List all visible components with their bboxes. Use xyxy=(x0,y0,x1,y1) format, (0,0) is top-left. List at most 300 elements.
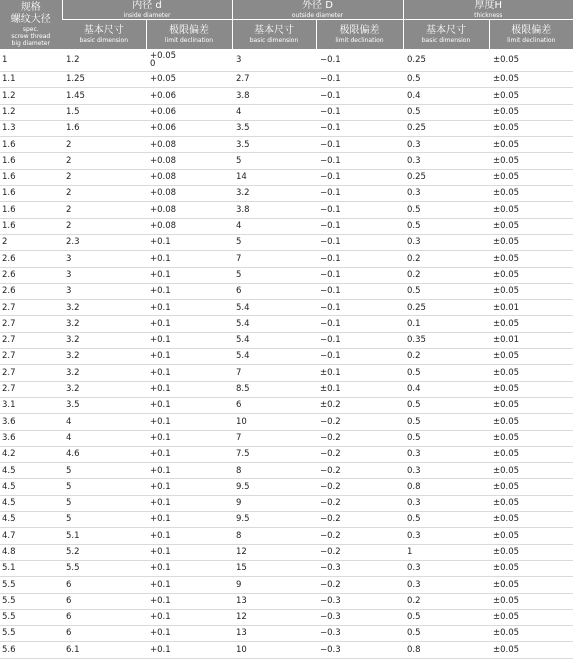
spec-cell: 5.5 xyxy=(0,577,62,593)
table-row xyxy=(0,49,573,72)
inner-basic-cell: 2 xyxy=(62,153,146,169)
thickness-basic-cell: 0.8 xyxy=(403,479,489,495)
basic-en: basic dimension xyxy=(79,37,129,44)
table-row xyxy=(0,642,573,658)
outer-basic-cell: 5.4 xyxy=(232,332,316,348)
inner-basic-cell: 6 xyxy=(62,577,146,593)
inner-basic-cell: 2 xyxy=(62,218,146,234)
spec-cell: 5.5 xyxy=(0,593,62,609)
inner-basic-cell: 2 xyxy=(62,186,146,202)
thickness-limit-cell: ±0.05 xyxy=(489,283,573,299)
limit-zh: 极限偏差 xyxy=(169,25,209,36)
outer-limit-cell: ±0.1 xyxy=(316,365,403,381)
thickness-basic-cell: 0.25 xyxy=(403,49,489,72)
thickness-zh: 厚度H xyxy=(474,0,503,11)
table-row xyxy=(0,251,573,267)
thickness-limit-cell: ±0.05 xyxy=(489,414,573,430)
outer-limit-cell: −0.3 xyxy=(316,626,403,642)
outer-limit-cell: −0.1 xyxy=(316,283,403,299)
inner-basic-cell: 3 xyxy=(62,283,146,299)
table-row xyxy=(0,234,573,250)
thickness-limit-cell: ±0.05 xyxy=(489,512,573,528)
thickness-limit-cell: ±0.05 xyxy=(489,609,573,625)
inner-basic-cell: 2 xyxy=(62,169,146,185)
inner-basic-cell: 3.2 xyxy=(62,332,146,348)
table-row xyxy=(0,218,573,234)
outer-limit-cell: −0.1 xyxy=(316,234,403,250)
inner-limit-cell: +0.08 xyxy=(146,169,232,185)
thickness-limit-cell: ±0.05 xyxy=(489,202,573,218)
outer-basic-cell: 8 xyxy=(232,463,316,479)
outer-basic-cell: 5.4 xyxy=(232,316,316,332)
table-row xyxy=(0,300,573,316)
thickness-basic-cell: 0.3 xyxy=(403,153,489,169)
thickness-basic-cell: 0.3 xyxy=(403,560,489,576)
spec-cell: 2.7 xyxy=(0,381,62,397)
outer-limit-cell: ±0.1 xyxy=(316,381,403,397)
inner-limit-cell: +0.1 xyxy=(146,267,232,283)
outer-basic-cell: 10 xyxy=(232,642,316,658)
thickness-limit-cell: ±0.05 xyxy=(489,446,573,462)
table-row xyxy=(0,186,573,202)
outer-basic-cell: 4 xyxy=(232,104,316,120)
thickness-basic-cell: 0.3 xyxy=(403,446,489,462)
outer-basic-cell: 10 xyxy=(232,414,316,430)
table-row xyxy=(0,381,573,397)
table-row xyxy=(0,528,573,544)
spec-cell: 1.6 xyxy=(0,137,62,153)
thickness-limit-cell: ±0.05 xyxy=(489,495,573,511)
outer-limit-cell: −0.2 xyxy=(316,512,403,528)
inner-limit-cell: +0.05 0 xyxy=(146,49,232,72)
thickness-basic-cell: 0.2 xyxy=(403,593,489,609)
spec-cell: 1.6 xyxy=(0,169,62,185)
spec-cell: 1 xyxy=(0,49,62,72)
thickness-basic-header xyxy=(403,20,489,50)
table-row xyxy=(0,137,573,153)
thickness-header xyxy=(403,0,573,20)
outer-basic-cell: 6 xyxy=(232,283,316,299)
thickness-basic-cell: 0.2 xyxy=(403,267,489,283)
spec-cell: 1.6 xyxy=(0,218,62,234)
spec-cell: 4.5 xyxy=(0,495,62,511)
inner-limit-cell: +0.1 xyxy=(146,381,232,397)
inner-limit-cell: +0.1 xyxy=(146,593,232,609)
inner-basic-cell: 3.2 xyxy=(62,316,146,332)
outer-basic-cell: 3.8 xyxy=(232,202,316,218)
thickness-basic-cell: 0.3 xyxy=(403,463,489,479)
outer-basic-cell: 8 xyxy=(232,528,316,544)
inner-limit-cell: +0.06 xyxy=(146,120,232,136)
thickness-limit-cell: ±0.05 xyxy=(489,49,573,72)
outer-basic-cell: 7.5 xyxy=(232,446,316,462)
inner-basic-cell: 5 xyxy=(62,479,146,495)
inner-limit-cell: +0.05 xyxy=(146,72,232,88)
outer-limit-cell: −0.1 xyxy=(316,49,403,72)
table-row xyxy=(0,202,573,218)
table-row xyxy=(0,153,573,169)
spec-cell: 4.5 xyxy=(0,463,62,479)
thickness-basic-cell: 0.8 xyxy=(403,642,489,658)
thickness-limit-cell: ±0.05 xyxy=(489,153,573,169)
basic-zh: 基本尺寸 xyxy=(254,25,294,36)
spec-cell: 2.7 xyxy=(0,349,62,365)
table-row xyxy=(0,72,573,88)
thickness-limit-cell: ±0.05 xyxy=(489,88,573,104)
thickness-basic-cell: 0.3 xyxy=(403,234,489,250)
table-row xyxy=(0,560,573,576)
thickness-basic-cell: 0.5 xyxy=(403,626,489,642)
basic-zh: 基本尺寸 xyxy=(83,25,124,36)
inner-limit-cell: +0.1 xyxy=(146,512,232,528)
spec-cell: 2.6 xyxy=(0,267,62,283)
thickness-limit-cell: ±0.05 xyxy=(489,642,573,658)
thickness-basic-cell: 0.3 xyxy=(403,137,489,153)
outer-diameter-header xyxy=(232,0,403,20)
inner-basic-cell: 4 xyxy=(62,430,146,446)
inner-basic-cell: 5 xyxy=(62,512,146,528)
inner-limit-cell: +0.1 xyxy=(146,300,232,316)
spec-cell: 2.7 xyxy=(0,365,62,381)
inner-basic-cell: 5 xyxy=(62,495,146,511)
inner-basic-cell: 1.25 xyxy=(62,72,146,88)
spec-cell: 2.7 xyxy=(0,300,62,316)
outer-limit-cell: −0.2 xyxy=(316,446,403,462)
inner-basic-cell: 6 xyxy=(62,593,146,609)
table-row xyxy=(0,349,573,365)
thickness-basic-cell: 0.35 xyxy=(403,332,489,348)
thickness-limit-cell: ±0.05 xyxy=(489,186,573,202)
outer-limit-cell: −0.2 xyxy=(316,544,403,560)
outer-limit-cell: −0.1 xyxy=(316,88,403,104)
outer-limit-cell: −0.3 xyxy=(316,609,403,625)
table-row xyxy=(0,414,573,430)
thickness-basic-cell: 0.5 xyxy=(403,104,489,120)
inner-basic-cell: 5.5 xyxy=(62,560,146,576)
thickness-basic-cell: 0.25 xyxy=(403,120,489,136)
inner-basic-cell: 5 xyxy=(62,463,146,479)
outer-basic-cell: 13 xyxy=(232,626,316,642)
thickness-limit-cell: ±0.05 xyxy=(489,528,573,544)
spec-cell: 4.2 xyxy=(0,446,62,462)
outer-basic-cell: 3.5 xyxy=(232,137,316,153)
outer-limit-header xyxy=(316,20,403,50)
inner-limit-cell: +0.1 xyxy=(146,349,232,365)
thickness-limit-cell: ±0.05 xyxy=(489,593,573,609)
outer-limit-cell: −0.1 xyxy=(316,120,403,136)
limit-en: limit declination xyxy=(335,37,384,44)
thickness-limit-cell: ±0.05 xyxy=(489,218,573,234)
inner-limit-cell: +0.1 xyxy=(146,463,232,479)
inner-limit-cell: +0.06 xyxy=(146,104,232,120)
inner-diameter-header xyxy=(62,0,232,20)
table-row xyxy=(0,267,573,283)
limit-zh: 极限偏差 xyxy=(339,25,380,36)
table-row xyxy=(0,512,573,528)
table-row xyxy=(0,365,573,381)
inner-basic-header xyxy=(62,20,146,50)
outer-basic-header xyxy=(232,20,316,50)
spec-cell: 1.1 xyxy=(0,72,62,88)
spec-header xyxy=(0,0,62,49)
spec-cell: 4.5 xyxy=(0,512,62,528)
inner-limit-cell: +0.1 xyxy=(146,626,232,642)
table-row xyxy=(0,332,573,348)
inner-limit-cell: +0.1 xyxy=(146,642,232,658)
thickness-limit-cell: ±0.05 xyxy=(489,316,573,332)
inner-limit-header xyxy=(146,20,232,50)
outer-basic-cell: 12 xyxy=(232,544,316,560)
inner-basic-cell: 6 xyxy=(62,626,146,642)
thickness-basic-cell: 0.5 xyxy=(403,609,489,625)
outer-limit-cell: −0.1 xyxy=(316,104,403,120)
inner-limit-cell: +0.1 xyxy=(146,528,232,544)
spec-en-line3: big diameter xyxy=(11,40,50,47)
spec-cell: 5.1 xyxy=(0,560,62,576)
table-row xyxy=(0,316,573,332)
spec-cell: 2.6 xyxy=(0,251,62,267)
thickness-basic-cell: 0.5 xyxy=(403,72,489,88)
limit-zh: 极限偏差 xyxy=(511,25,552,36)
thickness-limit-cell: ±0.05 xyxy=(489,544,573,560)
outer-limit-cell: −0.1 xyxy=(316,153,403,169)
outer-basic-cell: 3 xyxy=(232,49,316,72)
spec-cell: 1.2 xyxy=(0,104,62,120)
thickness-basic-cell: 0.5 xyxy=(403,414,489,430)
thickness-basic-cell: 0.3 xyxy=(403,495,489,511)
inner-basic-cell: 6 xyxy=(62,609,146,625)
outer-basic-cell: 9.5 xyxy=(232,479,316,495)
inner-limit-cell: +0.1 xyxy=(146,609,232,625)
inner-limit-cell: +0.1 xyxy=(146,495,232,511)
spec-cell: 2 xyxy=(0,234,62,250)
thickness-limit-cell: ±0.05 xyxy=(489,349,573,365)
inner-limit-cell: +0.1 xyxy=(146,332,232,348)
inner-limit-cell: +0.1 xyxy=(146,316,232,332)
thickness-limit-cell: ±0.05 xyxy=(489,234,573,250)
thickness-limit-cell: ±0.05 xyxy=(489,169,573,185)
outer-limit-cell: −0.1 xyxy=(316,186,403,202)
table-row xyxy=(0,479,573,495)
outer-basic-cell: 5 xyxy=(232,153,316,169)
inner-basic-cell: 1.5 xyxy=(62,104,146,120)
table-row xyxy=(0,430,573,446)
outer-limit-cell: −0.1 xyxy=(316,251,403,267)
outer-basic-cell: 12 xyxy=(232,609,316,625)
inner-limit-cell: +0.1 xyxy=(146,544,232,560)
limit-en: limit declination xyxy=(507,37,556,44)
inner-limit-cell: +0.1 xyxy=(146,430,232,446)
outer-en: outside diameter xyxy=(291,12,344,19)
thickness-basic-cell: 0.4 xyxy=(403,88,489,104)
outer-limit-cell: −0.2 xyxy=(316,577,403,593)
outer-limit-cell: −0.2 xyxy=(316,414,403,430)
thickness-basic-cell: 0.5 xyxy=(403,512,489,528)
outer-limit-cell: −0.2 xyxy=(316,495,403,511)
thickness-basic-cell: 0.25 xyxy=(403,300,489,316)
inner-zh: 内径 d xyxy=(132,0,162,11)
thickness-limit-cell: ±0.05 xyxy=(489,267,573,283)
outer-basic-cell: 5.4 xyxy=(232,349,316,365)
table-row xyxy=(0,169,573,185)
spec-cell: 1.6 xyxy=(0,153,62,169)
inner-en: inside diameter xyxy=(123,12,171,19)
table-row xyxy=(0,446,573,462)
outer-basic-cell: 9.5 xyxy=(232,512,316,528)
table-row xyxy=(0,463,573,479)
inner-limit-cell: +0.08 xyxy=(146,218,232,234)
spec-cell: 5.6 xyxy=(0,642,62,658)
thickness-limit-cell: ±0.05 xyxy=(489,397,573,413)
outer-limit-cell: −0.3 xyxy=(316,560,403,576)
thickness-limit-cell: ±0.05 xyxy=(489,251,573,267)
outer-limit-cell: −0.1 xyxy=(316,267,403,283)
thickness-basic-cell: 0.1 xyxy=(403,316,489,332)
thickness-limit-cell: ±0.05 xyxy=(489,72,573,88)
outer-limit-cell: −0.1 xyxy=(316,218,403,234)
inner-basic-cell: 1.6 xyxy=(62,120,146,136)
inner-limit-cell: +0.1 xyxy=(146,577,232,593)
outer-limit-cell: −0.1 xyxy=(316,300,403,316)
table-row xyxy=(0,283,573,299)
basic-en: basic dimension xyxy=(421,37,471,44)
inner-basic-cell: 1.2 xyxy=(62,49,146,72)
spec-cell: 4.7 xyxy=(0,528,62,544)
table-row xyxy=(0,120,573,136)
thickness-limit-cell: ±0.05 xyxy=(489,120,573,136)
thickness-basic-cell: 0.5 xyxy=(403,218,489,234)
thickness-limit-cell: ±0.05 xyxy=(489,479,573,495)
table-row xyxy=(0,626,573,642)
inner-basic-cell: 3.2 xyxy=(62,365,146,381)
thickness-basic-cell: 0.5 xyxy=(403,283,489,299)
inner-basic-cell: 2 xyxy=(62,202,146,218)
inner-basic-cell: 2 xyxy=(62,137,146,153)
spec-cell: 3.6 xyxy=(0,414,62,430)
thickness-limit-cell: ±0.05 xyxy=(489,365,573,381)
outer-basic-cell: 13 xyxy=(232,593,316,609)
outer-limit-cell: −0.2 xyxy=(316,528,403,544)
inner-limit-cell: +0.1 xyxy=(146,251,232,267)
spec-zh-line2: 螺纹大径 xyxy=(10,14,51,25)
outer-basic-cell: 3.5 xyxy=(232,120,316,136)
inner-basic-cell: 3.5 xyxy=(62,397,146,413)
limit-en: limit declination xyxy=(164,37,214,44)
table-row xyxy=(0,104,573,120)
spec-cell: 1.2 xyxy=(0,88,62,104)
outer-limit-cell: −0.2 xyxy=(316,463,403,479)
thickness-basic-cell: 0.5 xyxy=(403,430,489,446)
thickness-basic-cell: 0.4 xyxy=(403,381,489,397)
outer-limit-cell: −0.1 xyxy=(316,202,403,218)
outer-limit-cell: −0.1 xyxy=(316,72,403,88)
outer-limit-cell: −0.2 xyxy=(316,430,403,446)
inner-basic-cell: 3.2 xyxy=(62,300,146,316)
thickness-limit-cell: ±0.05 xyxy=(489,381,573,397)
spec-zh-line1: 规格 xyxy=(20,2,41,13)
inner-basic-cell: 3.2 xyxy=(62,381,146,397)
outer-basic-cell: 2.7 xyxy=(232,72,316,88)
spec-cell: 2.6 xyxy=(0,283,62,299)
thickness-basic-cell: 0.3 xyxy=(403,528,489,544)
outer-basic-cell: 5 xyxy=(232,234,316,250)
inner-basic-cell: 5.2 xyxy=(62,544,146,560)
outer-basic-cell: 8.5 xyxy=(232,381,316,397)
outer-limit-cell: ±0.2 xyxy=(316,397,403,413)
outer-basic-cell: 7 xyxy=(232,365,316,381)
thickness-basic-cell: 0.3 xyxy=(403,577,489,593)
thickness-limit-cell: ±0.05 xyxy=(489,104,573,120)
inner-limit-cell: +0.08 xyxy=(146,202,232,218)
spec-cell: 5.5 xyxy=(0,626,62,642)
spec-cell: 3.6 xyxy=(0,430,62,446)
thickness-basic-cell: 0.2 xyxy=(403,251,489,267)
thickness-basic-cell: 0.5 xyxy=(403,202,489,218)
outer-basic-cell: 5.4 xyxy=(232,300,316,316)
thickness-basic-cell: 0.25 xyxy=(403,169,489,185)
outer-limit-cell: −0.1 xyxy=(316,316,403,332)
outer-basic-cell: 6 xyxy=(232,397,316,413)
inner-limit-cell: +0.1 xyxy=(146,283,232,299)
spec-cell: 1.6 xyxy=(0,202,62,218)
inner-basic-cell: 6.1 xyxy=(62,642,146,658)
outer-basic-cell: 9 xyxy=(232,577,316,593)
thickness-limit-cell: ±0.05 xyxy=(489,577,573,593)
outer-limit-cell: −0.1 xyxy=(316,169,403,185)
spec-cell: 1.3 xyxy=(0,120,62,136)
inner-limit-cell: +0.08 xyxy=(146,153,232,169)
table-row xyxy=(0,577,573,593)
thickness-basic-cell: 0.5 xyxy=(403,365,489,381)
outer-limit-cell: −0.1 xyxy=(316,349,403,365)
spec-cell: 2.7 xyxy=(0,316,62,332)
outer-limit-cell: −0.2 xyxy=(316,479,403,495)
inner-limit-cell: +0.06 xyxy=(146,88,232,104)
thickness-basic-cell: 0.2 xyxy=(403,349,489,365)
basic-en: basic dimension xyxy=(249,37,299,44)
table-row xyxy=(0,397,573,413)
inner-basic-cell: 5.1 xyxy=(62,528,146,544)
thickness-limit-cell: ±0.05 xyxy=(489,430,573,446)
thickness-limit-cell: ±0.01 xyxy=(489,300,573,316)
outer-limit-cell: −0.1 xyxy=(316,137,403,153)
table-body xyxy=(0,49,573,658)
inner-limit-cell: +0.1 xyxy=(146,414,232,430)
outer-basic-cell: 7 xyxy=(232,251,316,267)
outer-basic-cell: 3.2 xyxy=(232,186,316,202)
outer-limit-cell: −0.3 xyxy=(316,593,403,609)
outer-limit-cell: −0.1 xyxy=(316,332,403,348)
outer-basic-cell: 5 xyxy=(232,267,316,283)
outer-basic-cell: 4 xyxy=(232,218,316,234)
inner-basic-cell: 3.2 xyxy=(62,349,146,365)
outer-basic-cell: 14 xyxy=(232,169,316,185)
inner-basic-cell: 2.3 xyxy=(62,234,146,250)
inner-limit-cell: +0.1 xyxy=(146,234,232,250)
inner-limit-cell: +0.1 xyxy=(146,446,232,462)
table-row xyxy=(0,609,573,625)
spec-en-line1: spec. xyxy=(22,26,39,33)
outer-zh: 外径 D xyxy=(302,0,333,11)
spec-cell: 4.8 xyxy=(0,544,62,560)
inner-limit-cell: +0.08 xyxy=(146,186,232,202)
table-row xyxy=(0,544,573,560)
outer-basic-cell: 7 xyxy=(232,430,316,446)
inner-basic-cell: 3 xyxy=(62,251,146,267)
thickness-en: thickness xyxy=(474,12,503,19)
spec-cell: 4.5 xyxy=(0,479,62,495)
inner-limit-cell: +0.1 xyxy=(146,479,232,495)
